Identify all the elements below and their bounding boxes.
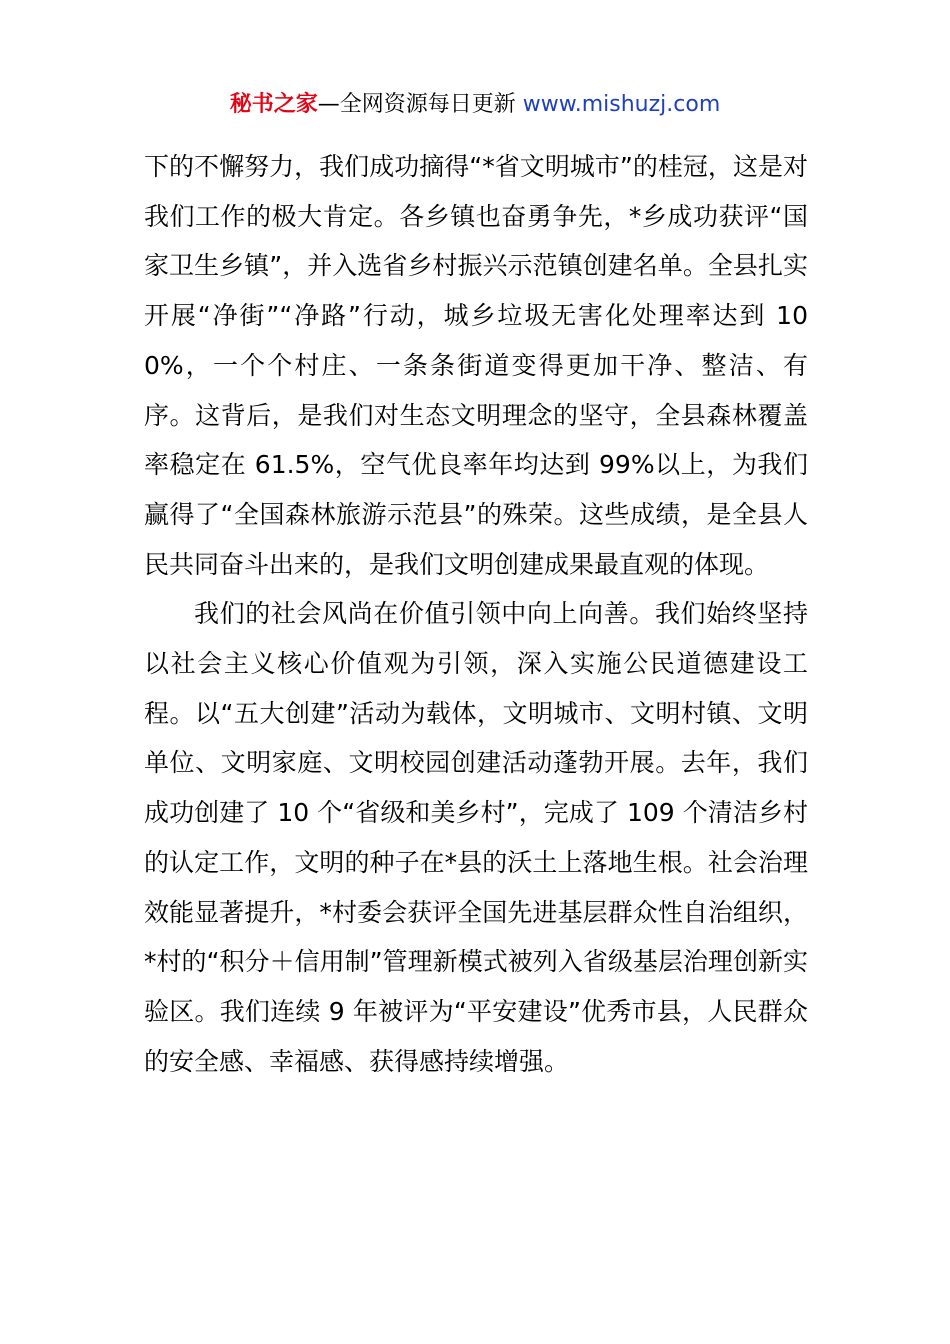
site-url-link[interactable]: www.mishuzj.com [522,92,721,117]
brand-name: 秘书之家 [229,92,318,117]
page-header [0,88,950,122]
paragraph-continued: 下的不懈努力，我们成功摘得“*省文明城市”的桂冠，这是对我们工作的极大肯定。各乡镇也奋勇争先，*乡成功获评“国家卫生乡镇”，并入选省乡村振兴示范镇创建名单。全县扎实开展“净街”“净路”行动，城乡垃圾无害化处理率达到 100%，一个个村庄、一条条街道变得更加干净、整洁、有序。这背后，是我们对生态文明理念的坚守，全县森林覆盖率稳定在 61.5%，空气优良率年均达到 99%以上，为我们赢得了“全国森林旅游示范县”的殊荣。这些成绩，是全县人民共同奋斗出来的，是我们文明创建成果最直观的体现。 [144,152,808,579]
header-tagline: —全网资源每日更新 [317,92,523,117]
document-body [144,142,808,1086]
paragraph-social-ethos: 我们的社会风尚在价值引领中向上向善。我们始终坚持以社会主义核心价值观为引领，深入实施公民道德建设工程。以“五大创建”活动为载体，文明城市、文明村镇、文明单位、文明家庭、文明校园创建活动蓬勃开展。去年，我们成功创建了 10 个“省级和美乡村”，完成了 109 个清洁乡村的认定工作，文明的种子在*县的沃土上落地生根。社会治理效能显著提升，*村委会获评全国先进基层群众性自治组织，*村的“积分＋信用制”管理新模式被列入省级基层治理创新实验区。我们连续 9 年被评为“平安建设”优秀市县，人民群众的安全感、幸福感、获得感持续增强。 [144,599,808,1076]
